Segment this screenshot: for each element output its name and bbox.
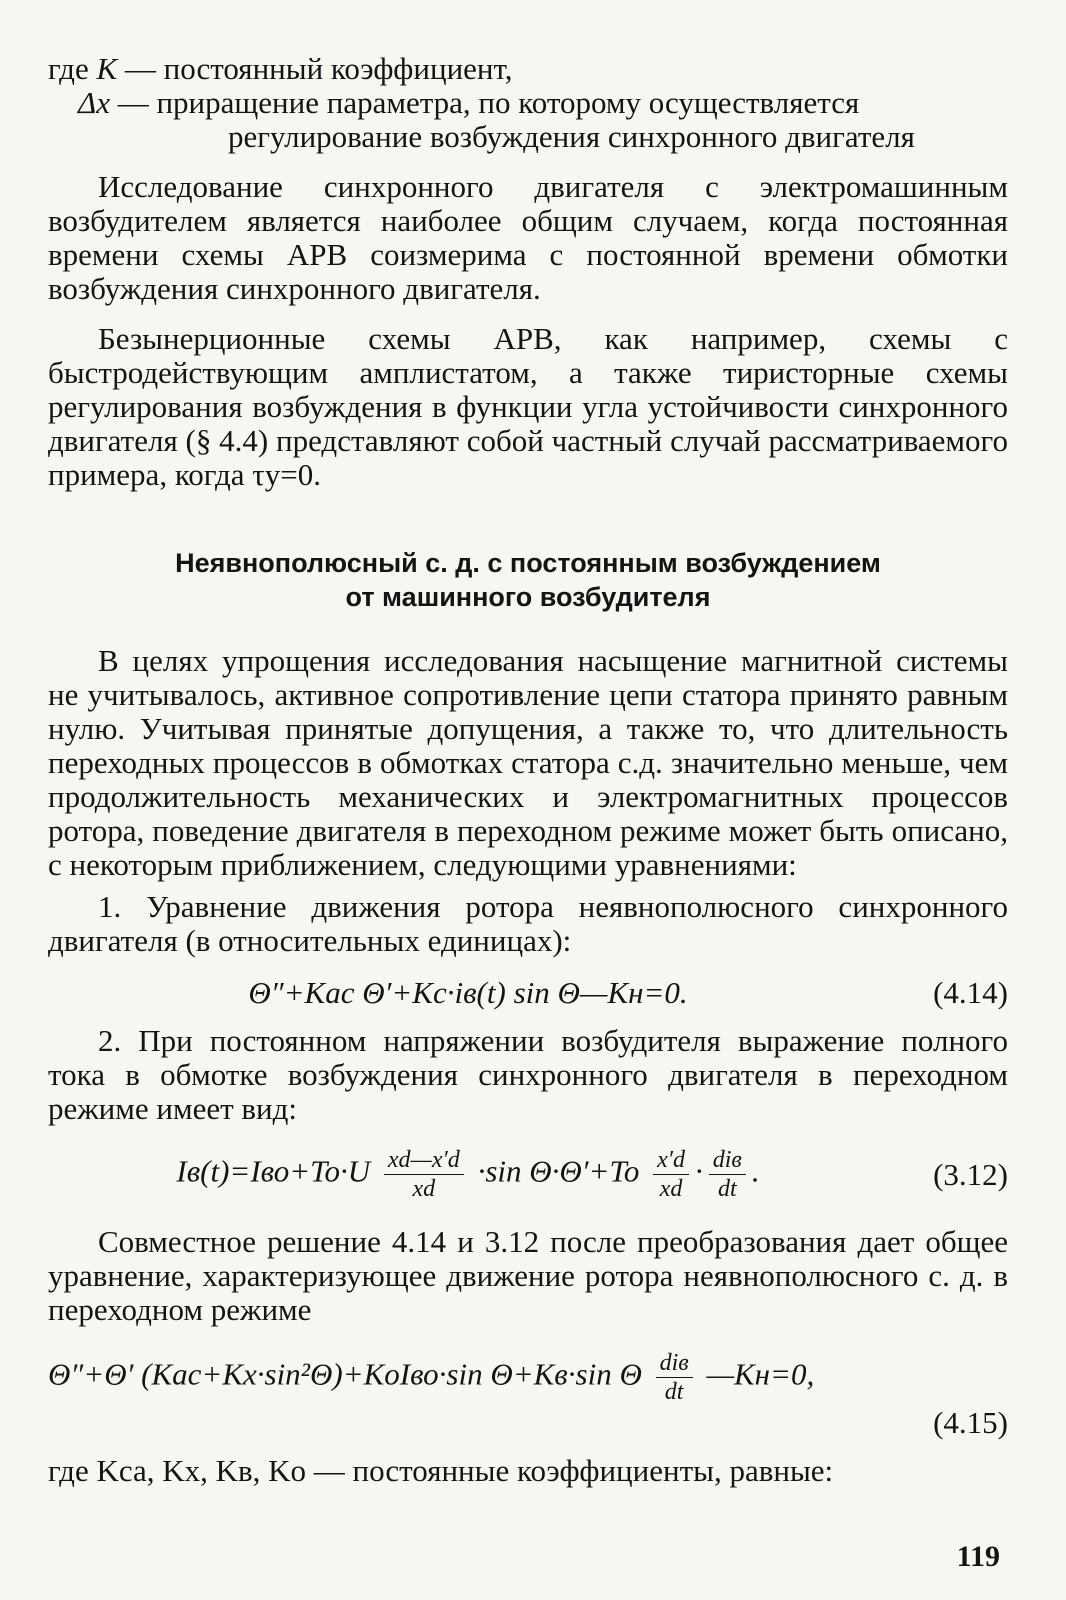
paragraph-1: Исследование синхронного двигателя с электромашинным возбудителем является наиболее общим случаем, когда постоянная времени схемы АРВ соизмерима с постоянной времени обмотки возбуждения синхронного двигателя. [48, 169, 1008, 306]
heading-line-1: Неявнополюсный с. д. с постоянным возбуждением [175, 548, 881, 578]
equation-4-14 [48, 976, 1008, 1010]
page-number: 119 [956, 1540, 1000, 1573]
paragraph-4: Совместное решение 4.14 и 3.12 после преобразования дает общее уравнение, характеризующее движение ротора неявнополюсного с. д. в переходном режиме [48, 1224, 1008, 1327]
fraction-xd: $\frac{xd—x'd}{xd}$ [384, 1146, 464, 1203]
equation-4-14-number: (4.14) [933, 975, 1008, 1010]
equation-3-12 [48, 1146, 1008, 1203]
def-symbol-dx: Δx [78, 85, 110, 120]
equation-4-15-number: (4.15) [933, 1405, 1008, 1440]
def-text-k: — постоянный коэффициент, [124, 51, 513, 86]
def-symbol-k: K [96, 51, 118, 86]
definition-k [48, 52, 1008, 86]
section-heading [48, 546, 1008, 614]
final-line: где Kса, Kx, Kв, Ko — постоянные коэффициенты, равные: [48, 1453, 834, 1488]
paragraph-3: В целях упрощения исследования насыщение магнитной системы не учитывалось, активное сопротивление цепи статора принято равным нулю. Учитывая принятые допущения, а также то, что длительность переходных процессов в обмотках статора с.д. значительно меньше, чем продолжительность механических и электромагнитных процессов ротора, поведение двигателя в переходном режиме может быть описано, с некоторым приближением, следующими уравнениями: [48, 643, 1008, 882]
equation-3-12-number: (3.12) [933, 1156, 1008, 1192]
equation-4-15-number-row [48, 1406, 1008, 1440]
equation-4-14-body: Θ″+Kас Θ′+Kс·iв(t) sin Θ—Kн=0. [248, 975, 688, 1010]
equation-3-12-body: Iв(t)=Iво+To·U $\frac{xd—x'd}{xd}$ ·sin Θ·Θ′+To $\frac{x'd}{xd}$ · $\frac{\text{diв}}{dt}$ . [176, 1147, 760, 1202]
def-text-dx-cont: регулирование возбуждения синхронного двигателя [228, 119, 915, 154]
fraction-xd-prime: $\frac{x'd}{xd}$ [653, 1146, 689, 1203]
item-2: 2. При постоянном напряжении возбудителя выражение полного тока в обмотке возбуждения синхронного двигателя в переходном режиме имеет вид: [48, 1023, 1008, 1126]
fraction-div-dt-2: $\frac{\text{diв}}{dt}$ [656, 1349, 693, 1406]
item-1: 1. Уравнение движения ротора неявнополюсного синхронного двигателя (в относительных единицах): [48, 889, 1008, 958]
def-prefix: где [48, 51, 89, 86]
definition-delta-x [48, 86, 1008, 120]
equation-4-15-body: Θ″+Θ′ (Kас+Kx·sin²Θ)+KoIво·sin Θ+Kв·sin Θ $\frac{\text{diв}}{dt}$ —Kн=0, [48, 1350, 815, 1405]
paragraph-2: Безынерционные схемы АРВ, как например, схемы с быстродействующим амплистатом, а также тиристорные схемы регулирования возбуждения в функции угла устойчивости синхронного двигателя (§ 4.4) представляют собой частный случай рассматриваемого примера, когда τу=0. [48, 321, 1008, 492]
definition-delta-x-cont [48, 120, 1008, 154]
def-text-dx: — приращение параметра, по которому осуществляется [117, 85, 860, 120]
equation-4-15 [48, 1349, 1008, 1406]
page-body [48, 52, 1008, 1488]
fraction-div-dt: $\frac{\text{diв}}{dt}$ [709, 1146, 746, 1203]
heading-line-2: от машинного возбудителя [345, 582, 711, 612]
